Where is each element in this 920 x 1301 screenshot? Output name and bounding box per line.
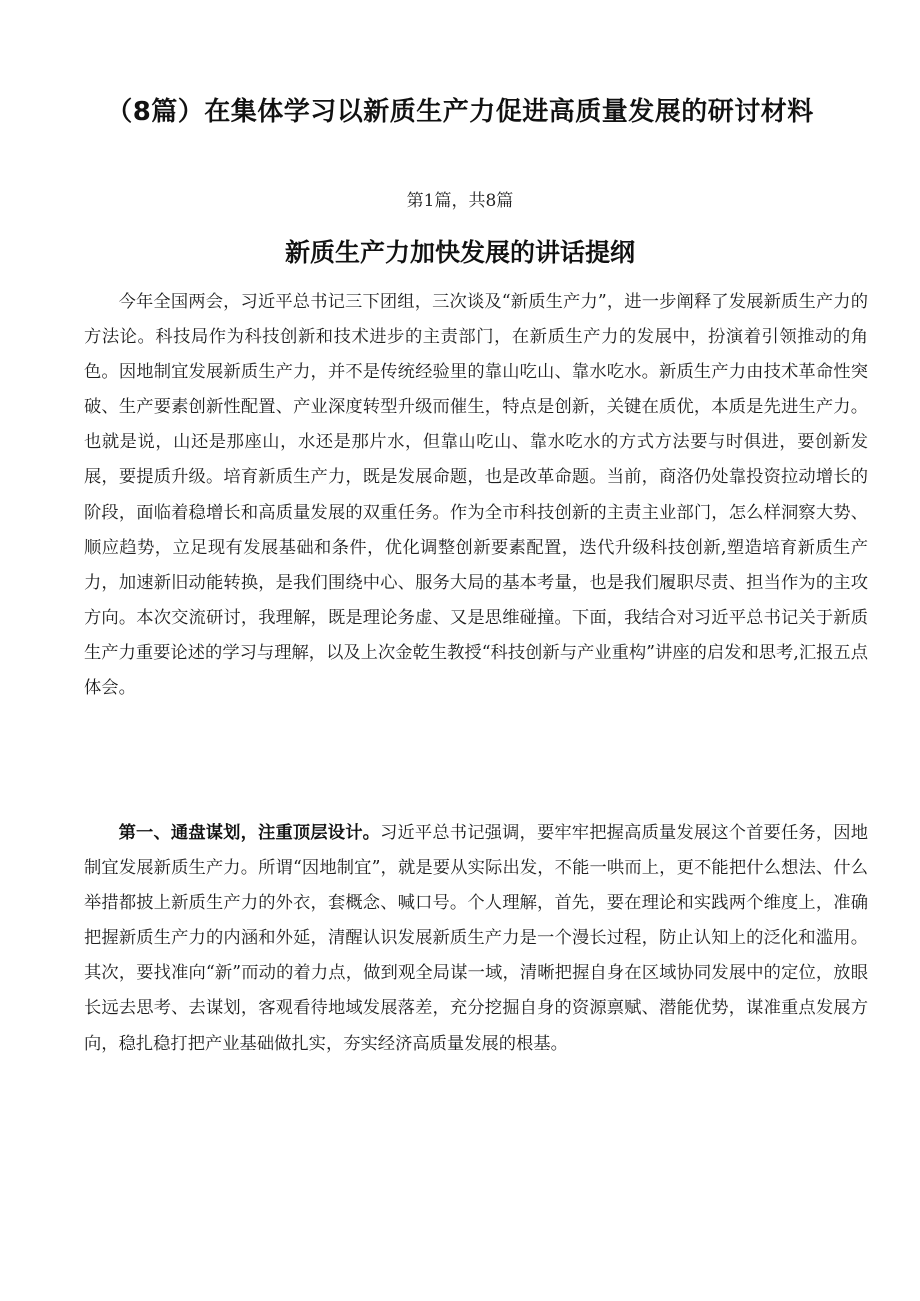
document-title: （8篇）在集体学习以新质生产力促进高质量发展的研讨材料 <box>106 97 814 127</box>
body-paragraph <box>84 285 868 706</box>
section-title: 新质生产力加快发展的讲话提纲 <box>284 238 635 267</box>
paragraph-text: 习近平总书记强调，要牢牢把握高质量发展这个首要任务，因地制宜发展新质生产力。所谓“因地制宜”，就是要从实际出发，不能一哄而上，更不能把什么想法、什么举措都披上新质生产力的外衣，套概念、喊口号。个人理解，首先，要在理论和实践两个维度上，准确把握新质生产力的内涵和外延，清醒认识发展新质生产力是一个漫长过程，防止认知上的泛化和滥用。其次，要找准向“新”而动的着力点，做到观全局谋一域，清晰把握自身在区域协同发展中的定位，放眼长远去思考、去谋划，客观看待地域发展落差，充分挖掘自身的资源禀赋、潜能优势，谋准重点发展方向，稳扎稳打把产业基础做扎实，夯实经济高质量发展的根基。 <box>84 823 868 1054</box>
part-indicator: 第1篇，共8篇 <box>406 191 514 211</box>
paragraph-heading: 第一、通盘谋划，注重顶层设计。 <box>118 823 381 843</box>
body-paragraph <box>84 816 868 1062</box>
paragraph-text: 今年全国两会，习近平总书记三下团组，三次谈及“新质生产力”，进一步阐释了发展新质生产力的方法论。科技局作为科技创新和技术进步的主责部门，在新质生产力的发展中，扮演着引领推动的角色。因地制宜发展新质生产力，并不是传统经验里的靠山吃山、靠水吃水。新质生产力由技术革命性突破、生产要素创新性配置、产业深度转型升级而催生，特点是创新，关键在质优，本质是先进生产力。也就是说，山还是那座山，水还是那片水，但靠山吃山、靠水吃水的方式方法要与时俱进，要创新发展，要提质升级。培育新质生产力，既是发展命题，也是改革命题。当前，商洛仍处靠投资拉动增长的阶段，面临着稳增长和高质量发展的双重任务。作为全市科技创新的主责主业部门，怎么样洞察大势、顺应趋势，立足现有发展基础和条件，优化调整创新要素配置，迭代升级科技创新,塑造培育新质生产力，加速新旧动能转换，是我们围绕中心、服务大局的基本考量，也是我们履职尽责、担当作为的主攻方向。本次交流研讨，我理解，既是理论务虚、又是思维碰撞。下面，我结合对习近平总书记关于新质生产力重要论述的学习与理解，以及上次金乾生教授“科技创新与产业重构”讲座的启发和思考,汇报五点体会。 <box>84 292 868 699</box>
